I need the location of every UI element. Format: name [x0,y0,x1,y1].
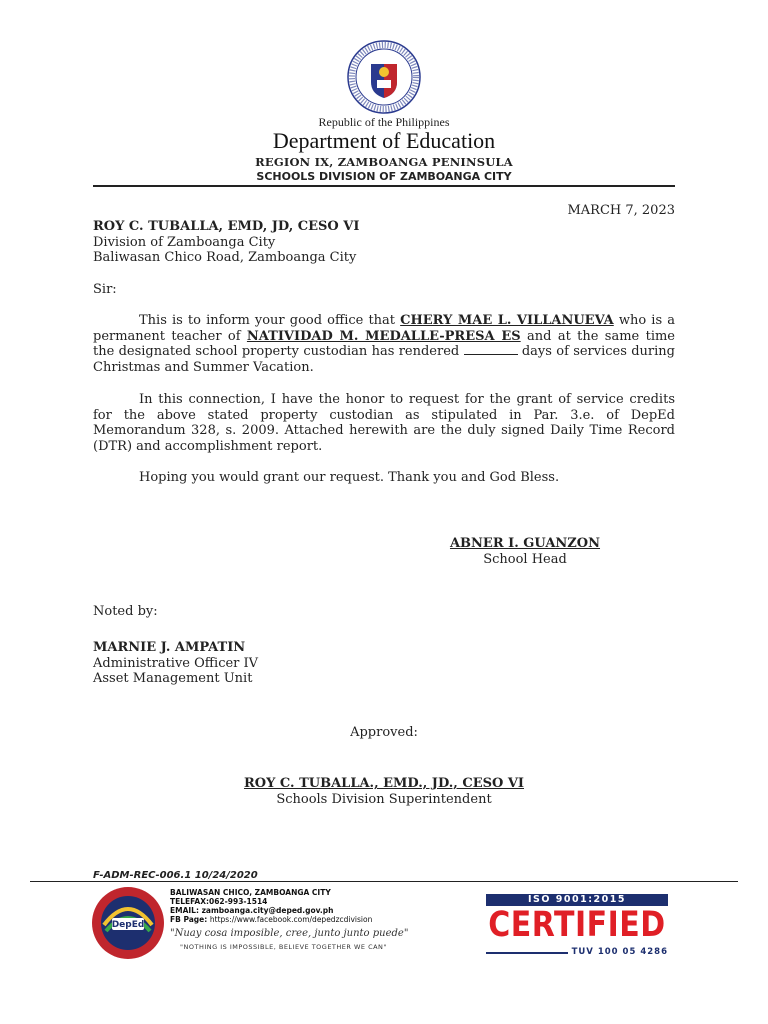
noted-label: Noted by: [93,604,158,619]
sds-title: Schools Division Superintendent [276,791,492,807]
footer-address: BALIWASAN CHICO, ZAMBOANGA CITY [170,888,331,897]
department-title: Department of Education [272,128,496,153]
p1-text-c: and at the same time the designated school property custodian has rendered [93,328,675,359]
header-divider [93,185,675,187]
deped-seal-icon [347,40,421,114]
iso-certified-badge [486,894,668,962]
iso-rule [486,952,570,954]
noted-name: MARNIE J. AMPATIN [93,640,246,655]
recipient-block [93,219,359,266]
school-head-signature [400,536,650,567]
approved-label: Approved: [350,725,418,740]
p1-text-a: This is to inform your good office that [139,313,396,328]
p1-text-b: who is a permanent teacher of [93,313,675,344]
school-head-name: ABNER I. GUANZON [449,536,601,551]
footer-motto-english: "NOTHING IS IMPOSSIBLE, BELIEVE TOGETHER WE CAN" [180,943,387,951]
footer-contact [170,888,372,924]
recipient-name: ROY C. TUBALLA, EMD, JD, CESO VI [93,219,360,234]
p2-text: In this connection, I have the honor to request for the grant of service credits for the above stated property custodian as stipulated in Par. 3.e. of DepEd Memorandum 328, s. 2009. Attached herewith are the duly signed Daily Time Record (DTR) and accomplishment report. [93,392,675,454]
footer-email: EMAIL: zamboanga.city@deped.gov.ph [170,906,334,915]
sds-signature [0,776,768,807]
recipient-address: Baliwasan Chico Road, Zamboanga City [93,250,357,265]
certified-text: CERTIFIED [488,905,666,946]
paragraph-1 [93,313,675,375]
noted-title: Administrative Officer IV [93,655,259,671]
salutation: Sir: [93,282,117,297]
noted-signature [93,640,258,687]
footer-telefax: TELEFAX:062-993-1514 [170,897,268,906]
paragraph-3 [93,470,675,486]
footer-divider [30,881,738,882]
region-line: REGION IX, ZAMBOANGA PENINSULA [255,155,513,169]
noted-unit: Asset Management Unit [93,671,253,686]
footer-motto: "Nuay cosa imposible, cree, junto junto puede" [170,928,409,939]
p1-text-d: days of services during Christmas and Summer Vacation. [93,344,675,375]
form-code: F-ADM-REC-006.1 10/24/2020 [93,870,258,881]
days-blank [464,344,518,355]
school-head-title: School Head [483,551,567,567]
custodian-name: CHERY MAE L. VILLANUEVA [400,313,614,328]
republic-line: Republic of the Philippines [318,115,450,129]
tuv-number: TUV 100 05 4286 [568,947,668,957]
division-line: SCHOOLS DIVISION OF ZAMBOANGA CITY [256,170,512,183]
letter-date: MARCH 7, 2023 [567,203,675,218]
sds-name: ROY C. TUBALLA., EMD., JD., CESO VI [243,776,525,791]
division-logo-icon [90,885,166,961]
logo-text: DepEd [111,920,145,930]
p3-text: Hoping you would grant our request. Thank you and God Bless. [139,470,560,485]
fb-link[interactable]: https://www.facebook.com/depedzcdivision [209,915,373,924]
iso-label: ISO 9001:2015 [486,894,668,906]
recipient-office: Division of Zamboanga City [93,234,276,250]
school-name: NATIVIDAD M. MEDALLE-PRESA ES [246,328,521,344]
fb-label: FB Page: [170,915,208,924]
paragraph-2 [93,392,675,454]
